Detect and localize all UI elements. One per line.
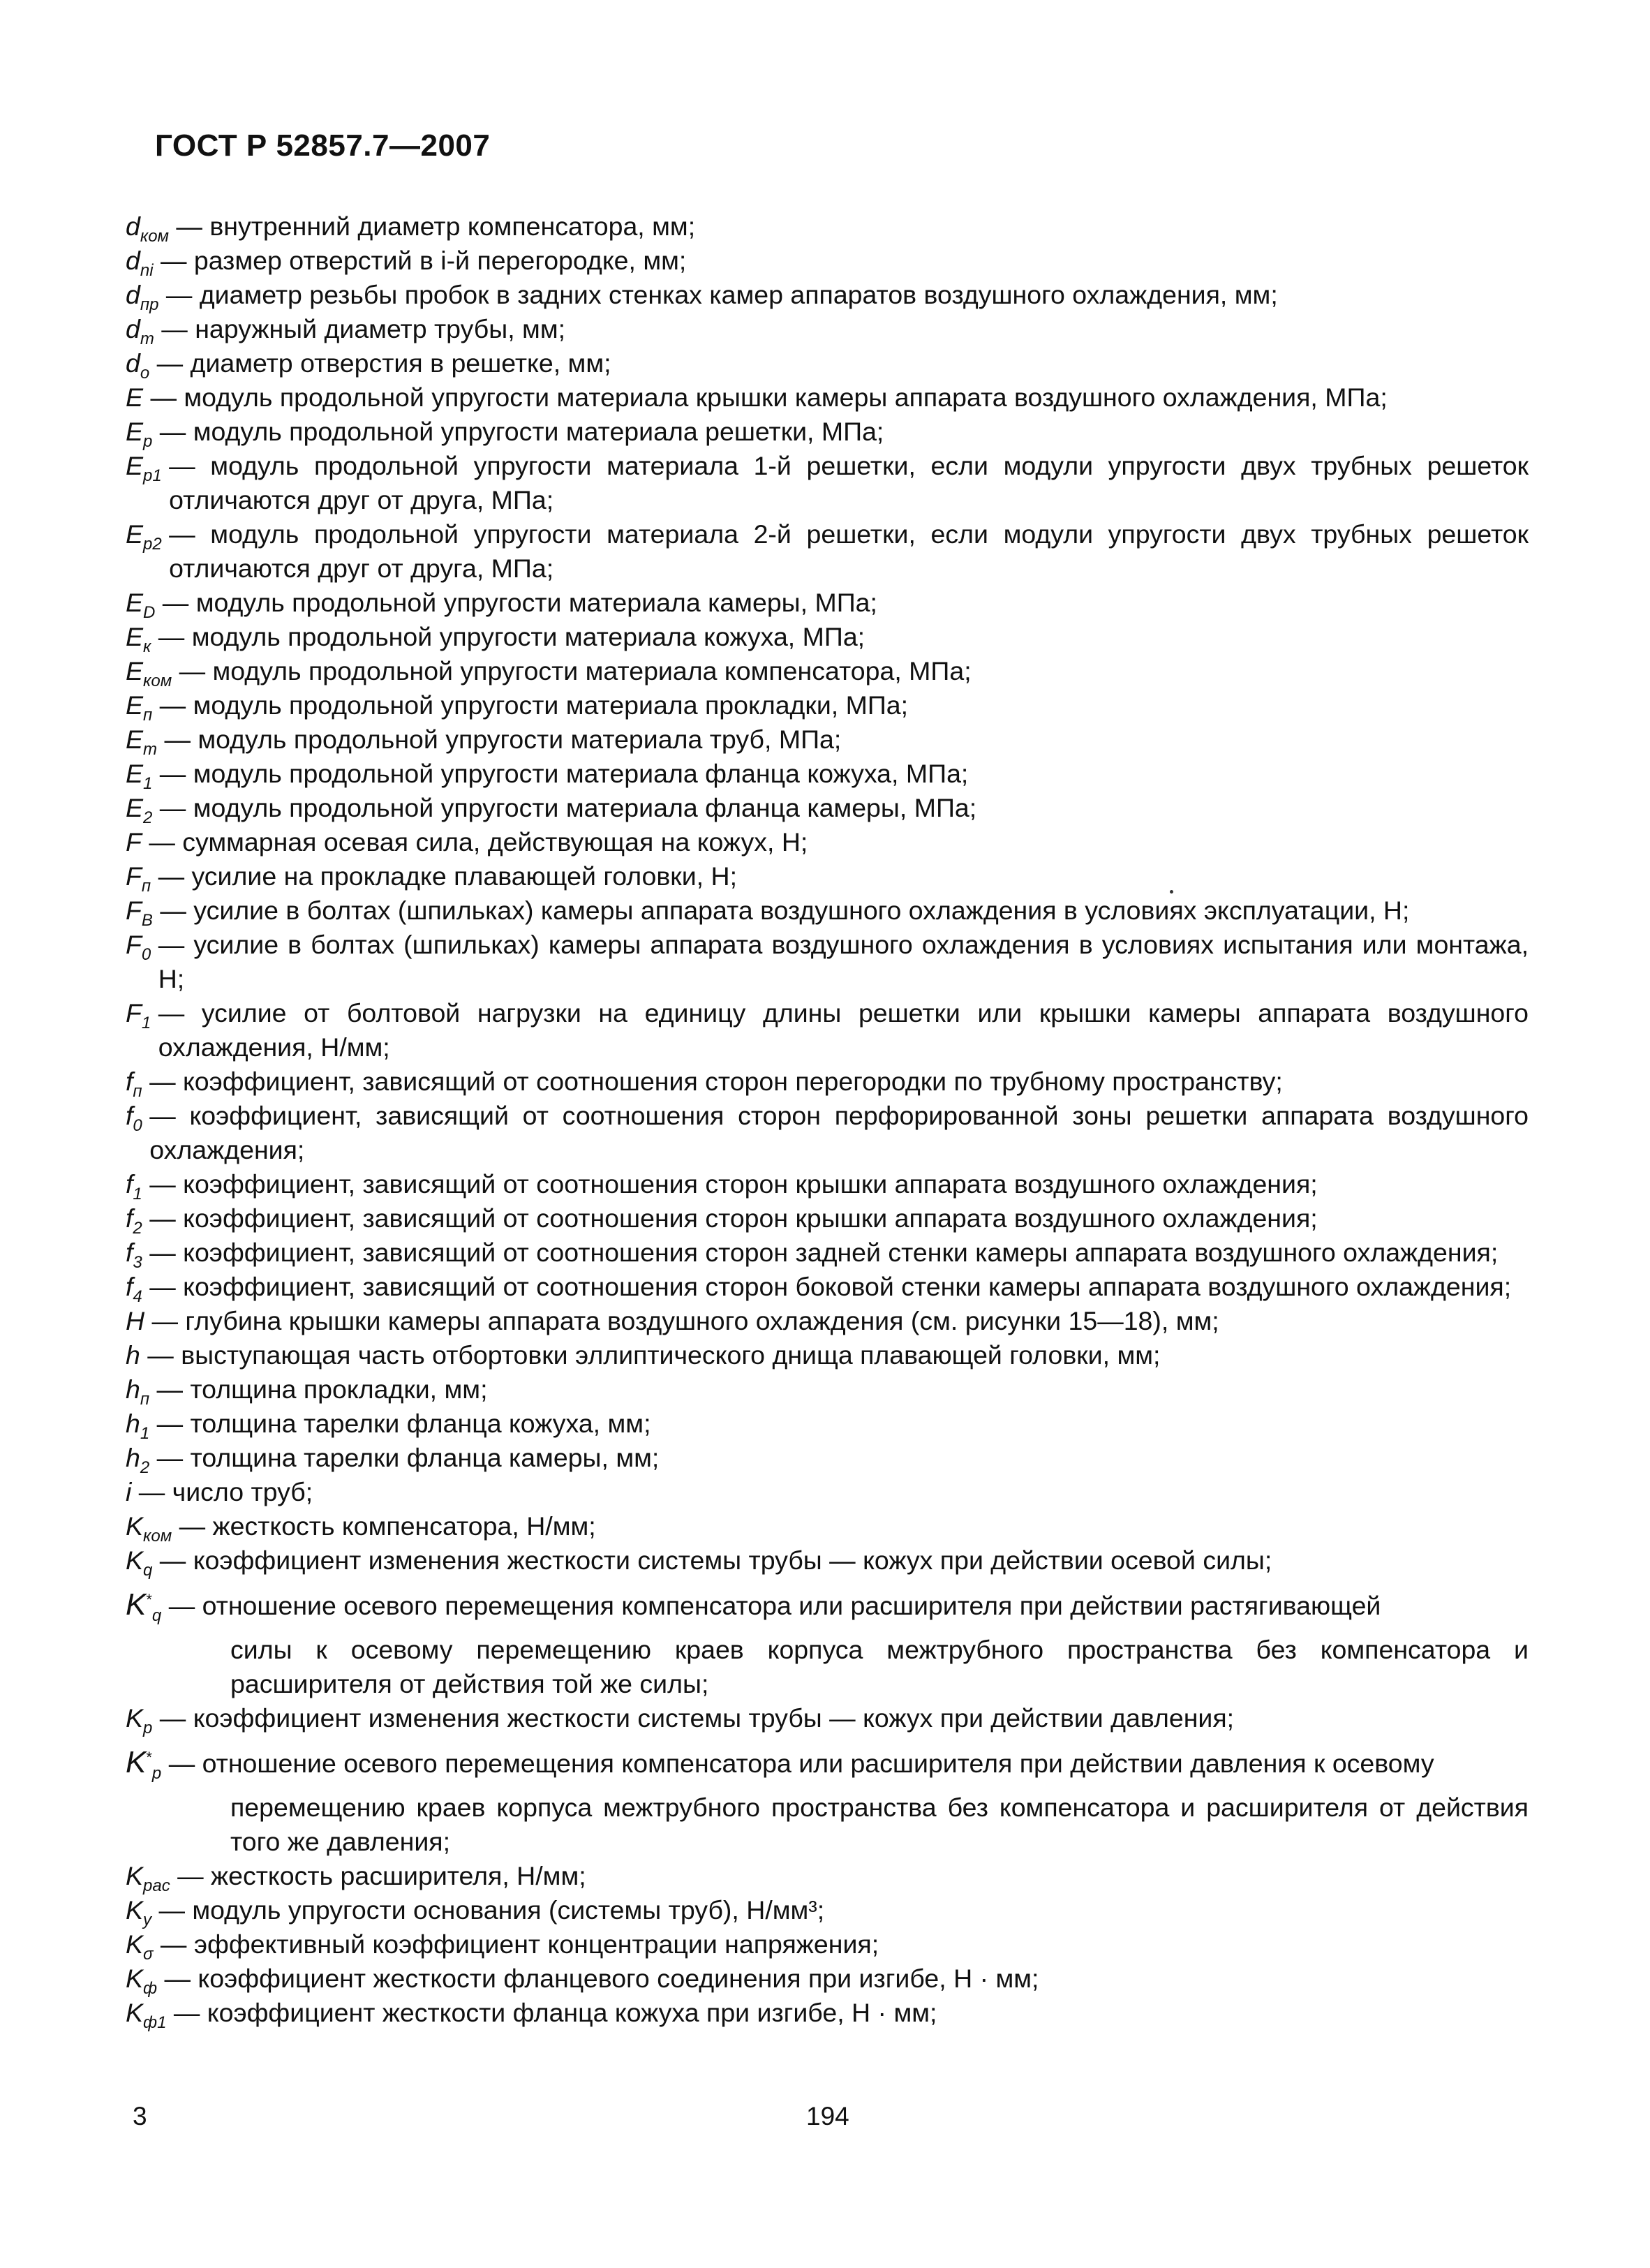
definition-symbol: $K_{рас}$	[126, 1861, 170, 1895]
definition-symbol: $E_р$	[126, 417, 153, 451]
definition-symbol: E	[126, 383, 144, 412]
definition-item	[126, 278, 1529, 312]
definition-symbol: $E_2$	[126, 793, 153, 827]
definition-continuation: перемещению краев корпуса межтрубного пространства без компенсатора и расширителя от действия того же давления;	[230, 1793, 1529, 1856]
definition-text: — усилие на прокладке плавающей головки, Н;	[158, 861, 737, 891]
definition-text: — модуль продольной упругости материала прокладки, МПа;	[159, 690, 909, 720]
definition-text: — жесткость компенсатора, Н/мм;	[179, 1511, 596, 1541]
definition-symbol: i	[126, 1477, 132, 1506]
definition-item	[126, 586, 1529, 620]
definition-symbol: $f_4$	[126, 1272, 142, 1306]
definition-text: — коэффициент, зависящий от соотношения сторон крышки аппарата воздушного охлаждения;	[149, 1203, 1318, 1233]
definition-symbol: $K_у$	[126, 1895, 152, 1929]
definition-item	[126, 1859, 1529, 1893]
definition-text: — усилие в болтах (шпильках) камеры аппарата воздушного охлаждения в условиях эксплуатации, Н;	[160, 896, 1410, 925]
definition-text: — диаметр отверстия в решетке, мм;	[156, 348, 611, 378]
definition-text: — коэффициент жесткости фланца кожуха при изгибе, Н · мм;	[173, 1998, 937, 2027]
definition-item	[126, 859, 1529, 894]
definition-text: — диаметр резьбы пробок в задних стенках камер аппаратов воздушного охлаждения, мм;	[165, 280, 1278, 309]
definition-item	[126, 1304, 1529, 1338]
definition-symbol: $E_п$	[126, 690, 153, 725]
definition-text: — коэффициент, зависящий от соотношения сторон перфорированной зоны решетки аппарата воздушного охлаждения;	[149, 1101, 1529, 1164]
definition-item	[126, 1338, 1529, 1372]
definition-symbol: $E_{р1}$	[126, 451, 162, 485]
definition-symbol: $K_p$	[126, 1703, 153, 1737]
definition-text: — отношение осевого перемещения компенсатора или расширителя при действии растягивающей	[168, 1591, 1381, 1620]
definition-item	[126, 1201, 1529, 1236]
definition-symbol: h	[126, 1340, 140, 1370]
definition-text: — коэффициент, зависящий от соотношения сторон задней стенки камеры аппарата воздушного охлаждения;	[149, 1238, 1499, 1267]
definition-item	[126, 346, 1529, 383]
definition-item	[126, 1587, 1529, 1623]
definition-text: — модуль продольной упругости материала фланца кожуха, МПа;	[159, 759, 969, 788]
definition-symbol: $K^*_p$	[126, 1745, 162, 1783]
symbol-definitions-list	[126, 209, 1529, 2030]
definition-item	[126, 894, 1529, 928]
definition-item	[126, 1065, 1529, 1099]
definition-item	[126, 1270, 1529, 1304]
definition-text: — выступающая часть отбортовки эллиптического днища плавающей головки, мм;	[147, 1340, 1161, 1370]
definition-symbol: $K^*_q$	[126, 1587, 162, 1625]
definition-item	[126, 654, 1529, 688]
definition-item	[126, 1701, 1529, 1735]
definition-text: — модуль продольной упругости материала труб, МПа;	[164, 725, 842, 754]
definition-item	[126, 1509, 1529, 1546]
definition-item	[126, 620, 1529, 654]
definition-symbol: $d_{пр}$	[126, 280, 159, 314]
definition-item	[126, 1475, 1529, 1509]
definition-text: — размер отверстий в i-й перегородке, мм;	[160, 246, 687, 275]
definition-text: — модуль упругости основания (системы труб), Н/мм³;	[158, 1895, 825, 1925]
definition-symbol: $f_3$	[126, 1238, 142, 1272]
definition-text: — коэффициент изменения жесткости системы трубы — кожух при действии осевой силы;	[159, 1546, 1272, 1575]
definition-symbol: $F_0$	[126, 930, 151, 964]
definition-text: — внутренний диаметр компенсатора, мм;	[176, 212, 696, 241]
definition-symbol: $d_{ком}$	[126, 212, 169, 246]
definition-item	[126, 415, 1529, 449]
definition-symbol: $F_п$	[126, 861, 151, 896]
definition-text: — модуль продольной упругости материала камеры, МПа;	[162, 588, 877, 617]
definition-text: — глубина крышки камеры аппарата воздушного охлаждения (см. рисунки 15—18), мм;	[151, 1306, 1219, 1335]
definition-text: — суммарная осевая сила, действующая на кожух, Н;	[149, 827, 808, 857]
definition-text: — коэффициент, зависящий от соотношения сторон крышки аппарата воздушного охлаждения;	[149, 1169, 1318, 1199]
definition-symbol: F	[126, 827, 142, 857]
definition-text: — модуль продольной упругости материала крышки камеры аппарата воздушного охлаждения, МПа;	[150, 383, 1388, 412]
definition-item	[126, 244, 1529, 278]
definition-item	[126, 1745, 1529, 1781]
definition-symbol: $F_1$	[126, 998, 151, 1032]
definition-item	[126, 791, 1529, 825]
definition-symbol: $f_п$	[126, 1067, 142, 1101]
definition-item	[126, 449, 1529, 517]
definition-symbol: $E_{р2}$	[126, 519, 162, 554]
definition-item	[126, 722, 1529, 757]
definition-symbol: $h_п$	[126, 1374, 150, 1409]
definition-text: — эффективный коэффициент концентрации напряжения;	[160, 1929, 879, 1959]
definition-text: — отношение осевого перемещения компенсатора или расширителя при действии давления к осевому	[168, 1749, 1434, 1778]
definition-item	[126, 825, 1529, 859]
definition-symbol: $K_q$	[126, 1546, 153, 1580]
definition-text: — коэффициент изменения жесткости системы трубы — кожух при действии давления;	[159, 1703, 1235, 1733]
definition-text: — жесткость расширителя, Н/мм;	[177, 1861, 586, 1890]
definition-item	[126, 1441, 1529, 1475]
definition-item	[126, 209, 1529, 244]
definition-item	[126, 1893, 1529, 1927]
definition-symbol: $f_2$	[126, 1203, 142, 1238]
definition-symbol: $E_1$	[126, 759, 153, 793]
definition-item	[126, 996, 1529, 1065]
definition-text: — модуль продольной упругости материала 1-й решетки, если модули упругости двух трубных решеток отличаются друг от друга, МПа;	[169, 451, 1529, 514]
definition-text: — модуль продольной упругости материала компенсатора, МПа;	[179, 656, 972, 685]
scan-speck	[1170, 890, 1173, 894]
definition-symbol: $d_т$	[126, 314, 154, 348]
definition-item	[126, 380, 1529, 415]
definition-item	[126, 928, 1529, 996]
definition-symbol: $d_о$	[126, 348, 150, 383]
definition-symbol: $E_D$	[126, 588, 156, 622]
definition-symbol: $h_1$	[126, 1409, 150, 1443]
definition-item	[126, 1236, 1529, 1270]
definition-text: — толщина прокладки, мм;	[156, 1374, 488, 1404]
standard-header: ГОСТ Р 52857.7—2007	[155, 128, 491, 163]
definition-item	[126, 757, 1529, 791]
definition-symbol: $K_{ком}$	[126, 1511, 172, 1546]
definition-symbol: $K_\sigma$	[126, 1929, 154, 1964]
definition-text: — коэффициент жесткости фланцевого соединения при изгибе, Н · мм;	[164, 1964, 1039, 1993]
definition-symbol: $E_к$	[126, 622, 151, 656]
definition-text: — коэффициент, зависящий от соотношения сторон боковой стенки камеры аппарата воздушного охлаждения;	[149, 1272, 1512, 1301]
definition-item	[126, 517, 1529, 586]
definition-item	[126, 1372, 1529, 1407]
definition-text: — модуль продольной упругости материала решетки, МПа;	[159, 417, 884, 446]
definition-text: — толщина тарелки фланца камеры, мм;	[156, 1443, 660, 1472]
definition-item	[126, 1407, 1529, 1441]
definition-text: — модуль продольной упругости материала фланца камеры, МПа;	[159, 793, 977, 822]
definition-text: — модуль продольной упругости материала кожуха, МПа;	[158, 622, 865, 651]
definition-symbol: $F_B$	[126, 896, 153, 930]
definition-text: — коэффициент, зависящий от соотношения сторон перегородки по трубному пространству;	[149, 1067, 1283, 1096]
definition-item	[126, 1167, 1529, 1201]
page-number: 194	[806, 2102, 849, 2130]
definition-continuation: силы к осевому перемещению краев корпуса межтрубного пространства без компенсатора и расширителя от действия той же силы;	[230, 1635, 1529, 1698]
definition-item	[126, 1099, 1529, 1167]
definition-symbol: $K_ф$	[126, 1964, 158, 1998]
definition-text: — наружный диаметр трубы, мм;	[161, 314, 566, 343]
definition-symbol: $d_{ni}$	[126, 246, 154, 280]
definition-symbol: $E_т$	[126, 725, 158, 759]
definition-item	[126, 1927, 1529, 1962]
definition-symbol: $K_{ф1}$	[126, 1998, 167, 2032]
definition-symbol: $f_0$	[126, 1101, 142, 1135]
definition-symbol: $h_2$	[126, 1443, 150, 1477]
definition-item	[126, 1543, 1529, 1578]
definition-item	[126, 688, 1529, 725]
definition-text: — усилие в болтах (шпильках) камеры аппарата воздушного охлаждения в условиях испытания или монтажа, Н;	[158, 930, 1529, 993]
footer-left-number: 3	[133, 2102, 147, 2130]
definition-symbol: $E_{ком}$	[126, 656, 172, 690]
definition-text: — число труб;	[138, 1477, 313, 1506]
definition-item	[126, 1996, 1529, 2030]
definition-item	[126, 312, 1529, 346]
definition-symbol: $f_1$	[126, 1169, 142, 1203]
definition-symbol: H	[126, 1306, 145, 1335]
definition-text: — усилие от болтовой нагрузки на единицу длины решетки или крышки камеры аппарата воздушного охлаждения, Н/мм;	[158, 998, 1529, 1062]
definition-text: — модуль продольной упругости материала 2-й решетки, если модули упругости двух трубных решеток отличаются друг от друга, МПа;	[169, 519, 1529, 583]
definition-item	[126, 1962, 1529, 1996]
definition-text: — толщина тарелки фланца кожуха, мм;	[156, 1409, 651, 1438]
